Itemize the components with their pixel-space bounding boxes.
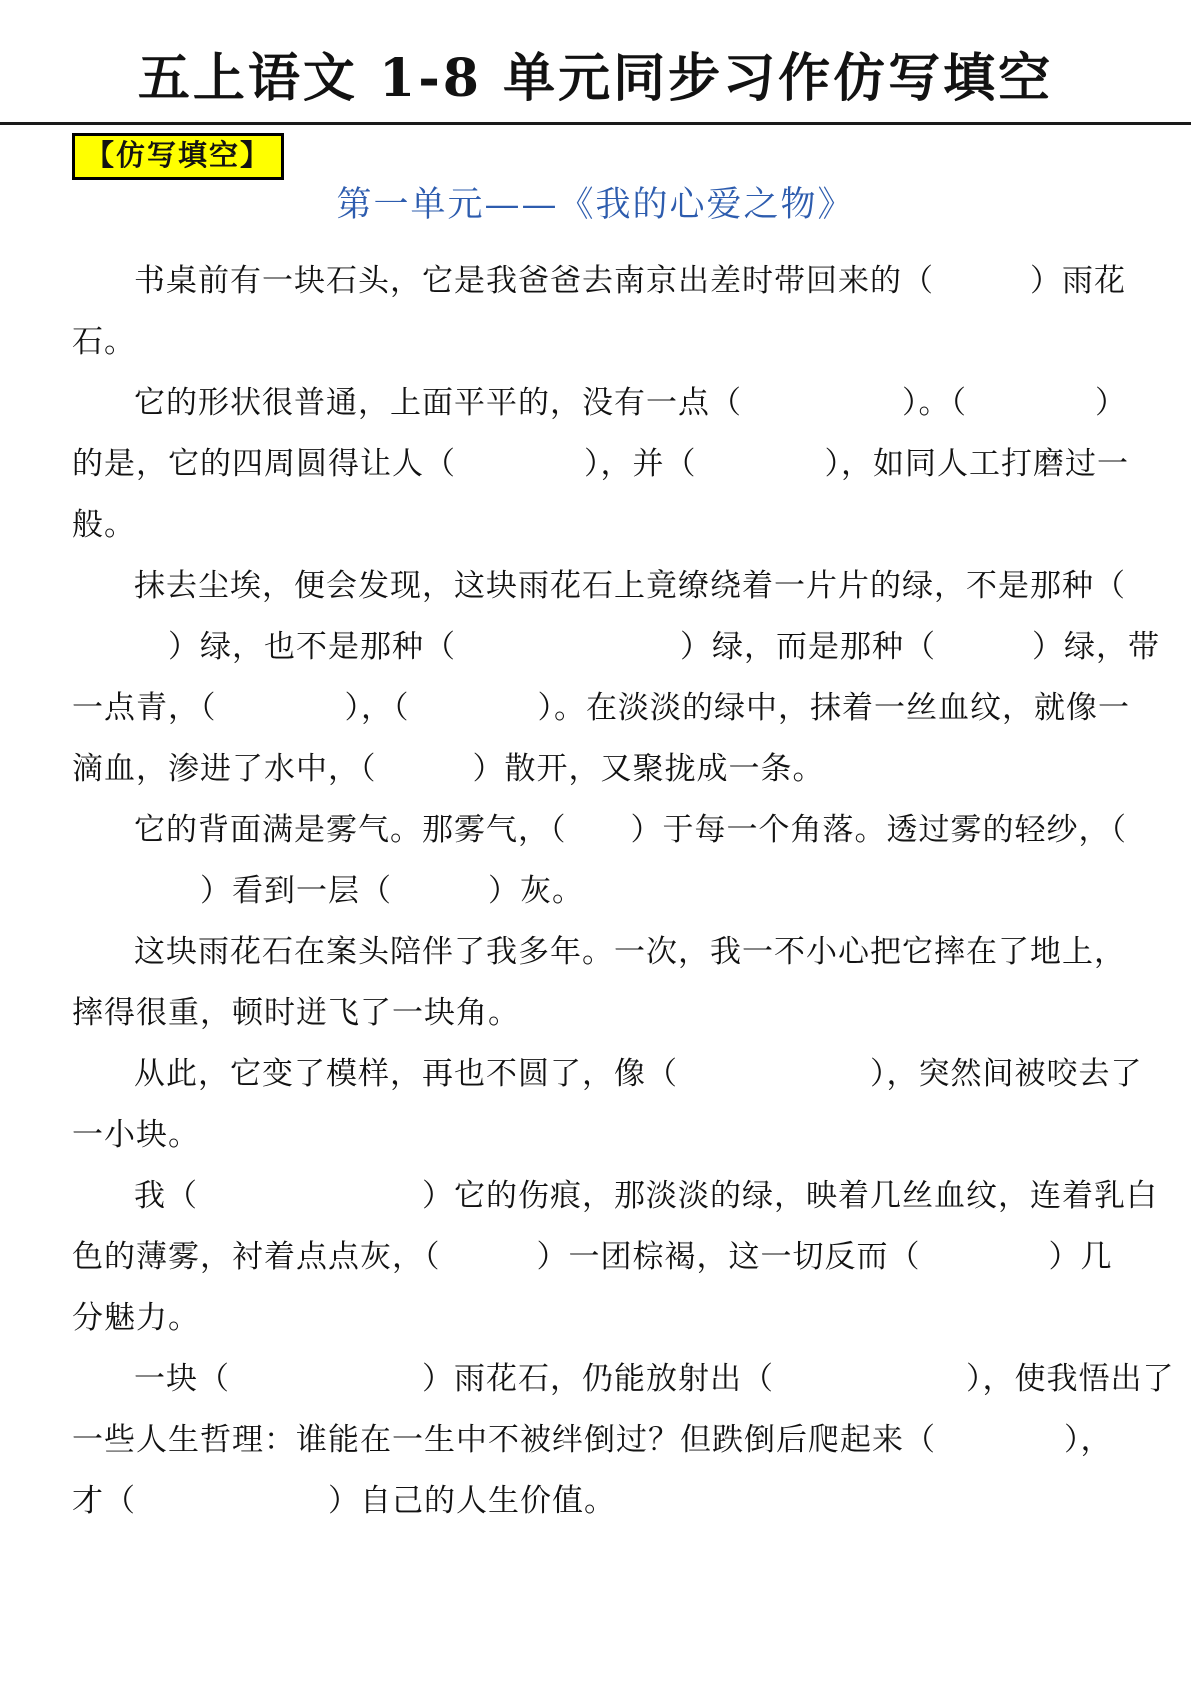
- text-line: 它的形状很普通，上面平平的，没有一点（ ）。（ ）: [134, 385, 1127, 421]
- text-line: ）绿，也不是那种（ ）绿，而是那种（ ）绿，带: [72, 629, 1160, 665]
- page-title: 五上语文 1-8 单元同步习作仿写填空: [137, 48, 1054, 109]
- text-line: 一小块。: [72, 1117, 200, 1153]
- text-line: ）看到一层（ ）灰。: [72, 873, 584, 909]
- text-line: 一些人生哲理：谁能在一生中不被绊倒过？但跌倒后爬起来（ ），: [72, 1422, 1113, 1458]
- text-line: 石。: [72, 324, 136, 360]
- text-line: 一块（ ）雨花石，仍能放射出（ ），使我悟出了: [134, 1361, 1175, 1397]
- text-line: 色的薄雾，衬着点点灰，（ ）一团棕褐，这一切反而（ ）几: [72, 1239, 1113, 1275]
- text-line: 从此，它变了模样，再也不圆了，像（ ），突然间被咬去了: [134, 1056, 1143, 1092]
- unit-heading: 第一单元——《我的心爱之物》: [336, 185, 855, 225]
- worksheet-body: [72, 251, 1175, 1532]
- text-line: 才（ ）自己的人生价值。: [72, 1483, 616, 1519]
- text-line: 摔得很重，顿时迸飞了一块角。: [72, 995, 520, 1031]
- text-line: 这块雨花石在案头陪伴了我多年。一次，我一不小心把它摔在了地上，: [134, 934, 1126, 970]
- text-line: 的是，它的四周圆得让人（ ），并（ ），如同人工打磨过一: [72, 446, 1129, 482]
- text-line: 它的背面满是雾气。那雾气，（ ）于每一个角落。透过雾的轻纱，（: [134, 812, 1127, 848]
- text-line: 抹去尘埃，便会发现，这块雨花石上竟缭绕着一片片的绿，不是那种（: [134, 568, 1126, 604]
- text-line: 我（ ）它的伤痕，那淡淡的绿，映着几丝血纹，连着乳白: [134, 1178, 1158, 1214]
- exercise-type-badge: 【仿写填空】: [72, 133, 284, 180]
- text-line: 滴血，渗进了水中，（ ）散开，又聚拢成一条。: [72, 751, 825, 787]
- text-line: 分魅力。: [72, 1300, 200, 1336]
- text-line: 一点青，（ ），（ ）。在淡淡的绿中，抹着一丝血纹，就像一: [72, 690, 1130, 726]
- text-line: 般。: [72, 507, 136, 543]
- text-line: 书桌前有一块石头，它是我爸爸去南京出差时带回来的（ ）雨花: [134, 263, 1126, 299]
